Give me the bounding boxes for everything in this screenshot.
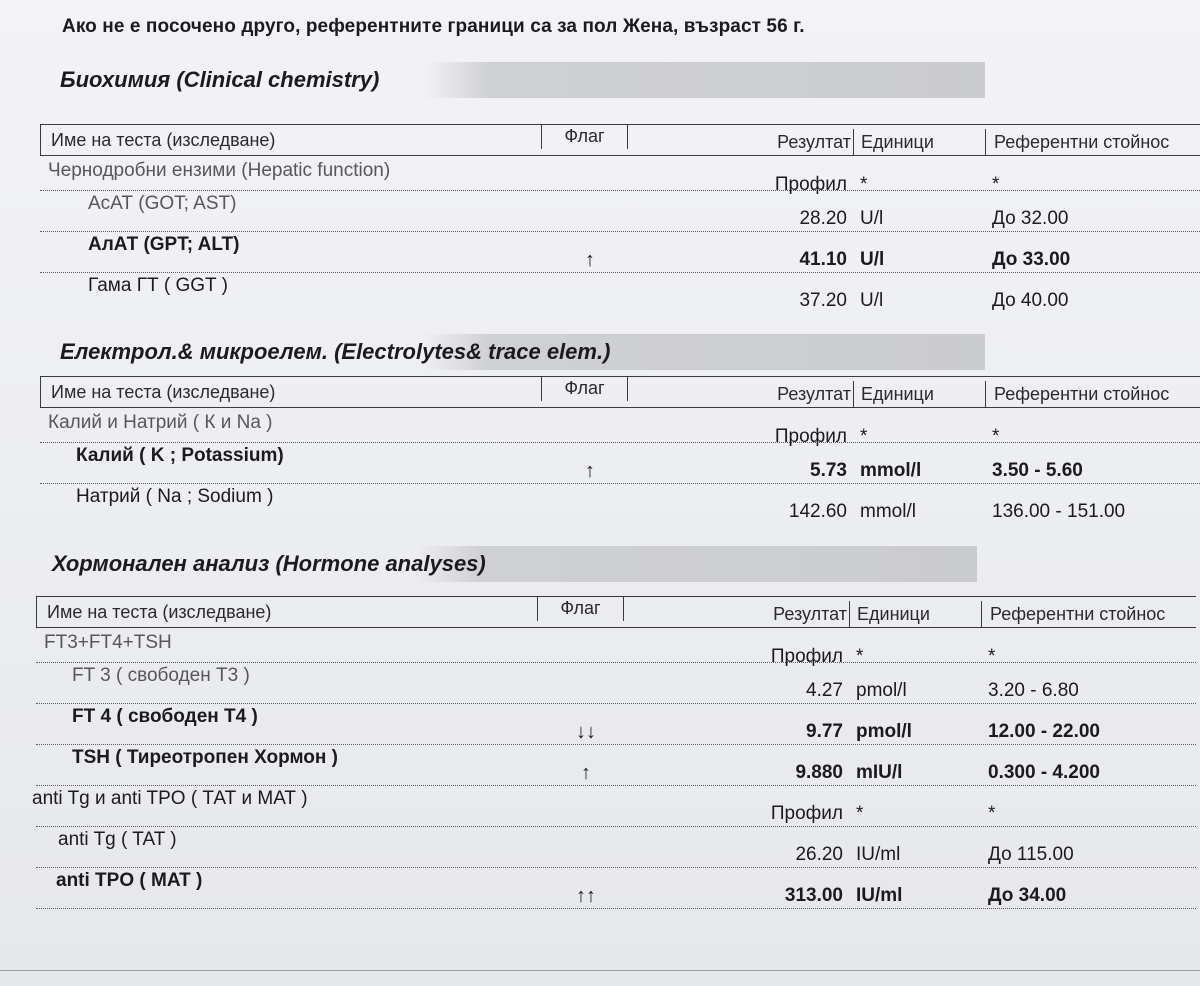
table-row [32, 786, 1196, 827]
test-name: Калий ( K ; Potassium) [76, 445, 284, 466]
test-reference: 0.300 - 4.200 [988, 762, 1100, 783]
section-title-clinical-chemistry: Биохимия (Clinical chemistry) [50, 62, 985, 98]
table-row [36, 628, 1196, 667]
test-reference: 12.00 - 22.00 [988, 721, 1100, 742]
test-reference: * [992, 174, 1000, 195]
header-units: Единици [857, 604, 930, 624]
test-reference: 3.20 - 6.80 [988, 680, 1079, 701]
test-name: anti Tg и anti TPO ( ТАТ и МАТ ) [32, 788, 308, 809]
table-row [40, 408, 1200, 447]
test-reference: До 32.00 [992, 208, 1069, 229]
test-result: 4.27 [806, 680, 843, 701]
test-reference: * [988, 803, 996, 824]
table-header [40, 124, 1200, 156]
test-result: 5.73 [810, 460, 847, 481]
header-reference: Референтни стойнос [981, 601, 1165, 627]
table-row [40, 191, 1200, 232]
test-result: 37.20 [799, 290, 847, 311]
header-result: Резултат [626, 381, 854, 407]
test-unit: U/l [860, 249, 885, 270]
reference-note: Ако не е посочено друго, референтните граници са за пол Жена, възраст 56 г. [62, 16, 805, 37]
test-unit: * [856, 803, 864, 824]
header-test-name: Име на теста (изследване) [51, 130, 276, 150]
table-row [36, 868, 1196, 909]
header-test-name: Име на теста (изследване) [51, 382, 276, 402]
test-name: Натрий ( Na ; Sodium ) [76, 486, 274, 507]
test-name: Гама ГТ ( GGT ) [88, 275, 228, 296]
test-result: 26.20 [795, 844, 843, 865]
test-unit: * [860, 426, 868, 447]
table-row [40, 156, 1200, 195]
test-result: 28.20 [799, 208, 847, 229]
test-name: АлАТ (GPT; ALT) [88, 234, 240, 255]
test-reference: До 34.00 [988, 885, 1067, 906]
header-flag: Флаг [541, 377, 628, 401]
test-result: 41.10 [799, 249, 847, 270]
test-reference: * [988, 646, 996, 667]
test-unit: mIU/l [856, 762, 903, 783]
table-header [36, 596, 1196, 628]
header-flag: Флаг [541, 125, 628, 149]
test-unit: U/l [860, 208, 884, 229]
test-result: Профил [774, 174, 847, 195]
test-result: Профил [770, 803, 843, 824]
header-result: Резултат [626, 129, 854, 155]
header-reference: Референтни стойнос [985, 129, 1169, 155]
flag-very-high-icon: ↑↑ [576, 885, 596, 907]
test-unit: mmol/l [860, 501, 916, 522]
header-reference: Референтни стойнос [985, 381, 1169, 407]
test-result: Профил [774, 426, 847, 447]
flag-high-icon: ↑ [581, 762, 591, 784]
table-clinical-chemistry [40, 124, 1200, 313]
test-unit: pmol/l [856, 721, 912, 742]
test-name: Калий и Натрий ( К и Na ) [48, 412, 273, 433]
test-result: Профил [770, 646, 843, 667]
table-row [40, 443, 1200, 484]
header-units: Единици [861, 132, 934, 152]
table-row [36, 663, 1196, 704]
test-reference: 136.00 - 151.00 [992, 501, 1126, 522]
test-name: АсАТ (GOT; AST) [88, 193, 237, 214]
table-row [36, 745, 1196, 786]
test-name: anti Tg ( TAT ) [58, 829, 177, 850]
test-result: 142.60 [788, 501, 847, 522]
test-name: FT3+FT4+TSH [44, 632, 172, 653]
header-units: Единици [861, 384, 934, 404]
test-unit: IU/ml [856, 844, 901, 865]
table-row [40, 273, 1200, 313]
test-name: TSH ( Тиреотропен Хормон ) [72, 747, 338, 768]
test-name: anti TPO ( MAT ) [56, 870, 203, 891]
test-reference: До 33.00 [992, 249, 1071, 270]
test-unit: pmol/l [856, 680, 907, 701]
table-electrolytes [40, 376, 1200, 524]
test-unit: * [856, 646, 864, 667]
test-unit: mmol/l [860, 460, 922, 481]
test-result: 313.00 [784, 885, 843, 906]
test-result: 9.880 [795, 762, 843, 783]
table-row [36, 827, 1196, 868]
test-reference: До 40.00 [992, 290, 1069, 311]
header-result: Резултат [622, 601, 850, 627]
table-hormone-analyses [32, 596, 1196, 909]
page-fold-line [0, 970, 1200, 971]
test-reference: * [992, 426, 1000, 447]
table-row [40, 484, 1200, 524]
section-title-hormone-analyses: Хормонален анализ (Hormone analyses) [42, 546, 977, 582]
table-row [36, 704, 1196, 745]
test-reference: До 115.00 [988, 844, 1074, 865]
flag-very-low-icon: ↓↓ [576, 721, 596, 743]
header-flag: Флаг [537, 597, 624, 621]
table-row [40, 232, 1200, 273]
header-test-name: Име на теста (изследване) [47, 602, 272, 622]
flag-high-icon: ↑ [585, 249, 595, 271]
test-result: 9.77 [806, 721, 843, 742]
section-title-electrolytes: Електрол.& микроелем. (Electrolytes& trace elem.) [50, 334, 985, 370]
test-unit: * [860, 174, 868, 195]
flag-high-icon: ↑ [585, 460, 595, 482]
test-unit: IU/ml [856, 885, 903, 906]
test-name: Чернодробни ензими (Hepatic function) [48, 160, 391, 181]
test-unit: U/l [860, 290, 884, 311]
test-reference: 3.50 - 5.60 [992, 460, 1083, 481]
test-name: FT 4 ( свободен Т4 ) [72, 706, 258, 727]
test-name: FT 3 ( свободен Т3 ) [72, 665, 250, 686]
table-header [40, 376, 1200, 408]
